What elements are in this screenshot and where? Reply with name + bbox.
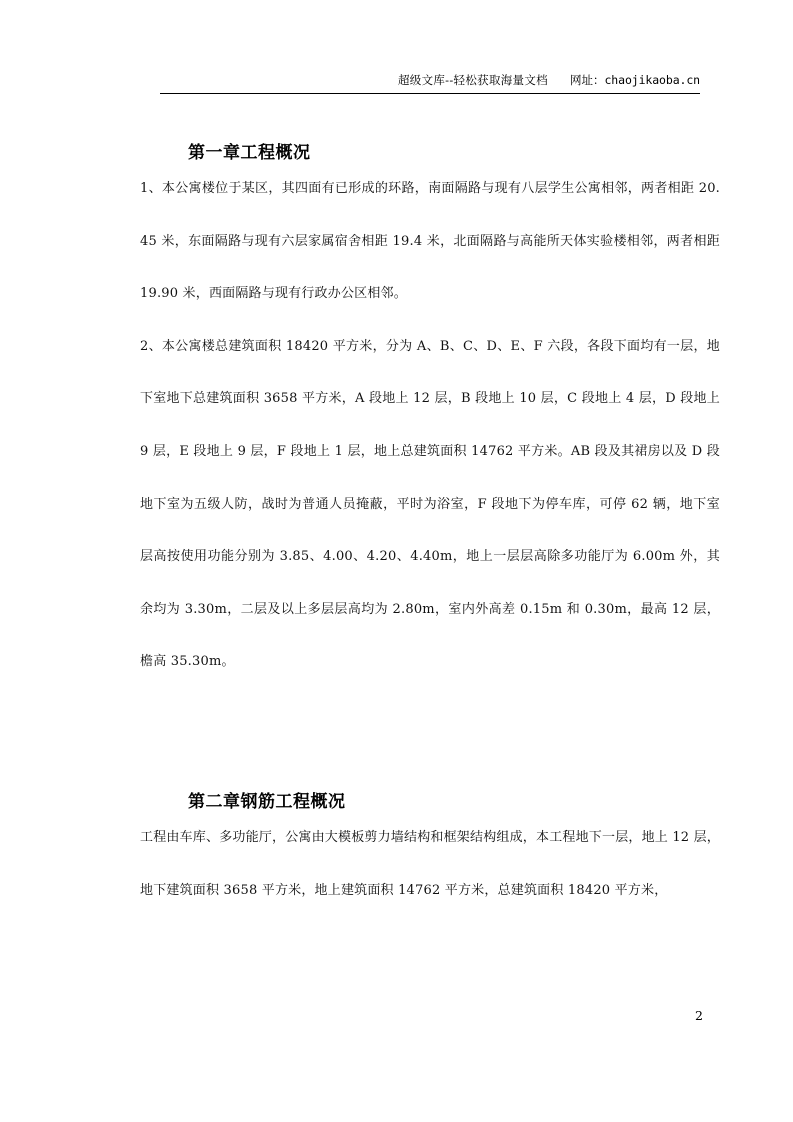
chapter-two-heading-block xyxy=(188,787,720,812)
chapter-gap xyxy=(140,689,720,787)
header-url-label: 网址： xyxy=(569,73,605,87)
page-header xyxy=(160,72,700,94)
chapter-one-heading-block xyxy=(188,138,720,163)
chapter-one-paragraph-2: 2、本公寓楼总建筑面积 18420 平方米，分为 A、B、C、D、E、F 六段，各段下面均有一层，地下室地下总建筑面积 3658 平方米，A 段地上 12 层，B 段地上 10 层，C 段地上 4 层，D 段地上 9 层，E 段地上 9 层，F 段地上 1 层，地上总建筑面积 14762 平方米。AB 段及其裙房以及 D 段地下室为五级人防，战时为普通人员掩蔽，平时为浴室，F 段地下为停车库，可停 62 辆，地下室层高按使用功能分别为 3.85、4.00、4.20、4.40m，地上一层层高除多功能厅为 6.00m 外，其余均为 3.30m，二层及以上多层层高均为 2.80m，室内外高差 0.15m 和 0.30m，最高 12 层，檐高 35.30m。 xyxy=(140,338,720,670)
document-body xyxy=(140,120,720,917)
chapter-two-heading: 第二章钢筋工程概况 xyxy=(188,791,346,812)
chapter-one-heading: 第一章工程概况 xyxy=(188,143,311,163)
header-url-value: chaojikaoba.cn xyxy=(604,73,700,87)
chapter-two-paragraph-1: 工程由车库、多功能厅，公寓由大模板剪力墙结构和框架结构组成，本工程地下一层，地上 12 层，地下建筑面积 3658 平方米，地上建筑面积 14762 平方米，总建筑面积 18420 平方米， xyxy=(140,829,721,898)
page-number: 2 xyxy=(695,1008,703,1023)
header-site-title: 超级文库--轻松获取海量文档 xyxy=(397,73,548,87)
chapter-one-paragraph-1: 1、本公寓楼位于某区，其四面有已形成的环路，南面隔路与现有八层学生公寓相邻，两者相距 20.45 米，东面隔路与现有六层家属宿舍相距 19.4 米，北面隔路与高能所天体实验楼相邻，两者相距 19.90 米，西面隔路与现有行政办公区相邻。 xyxy=(140,181,720,302)
